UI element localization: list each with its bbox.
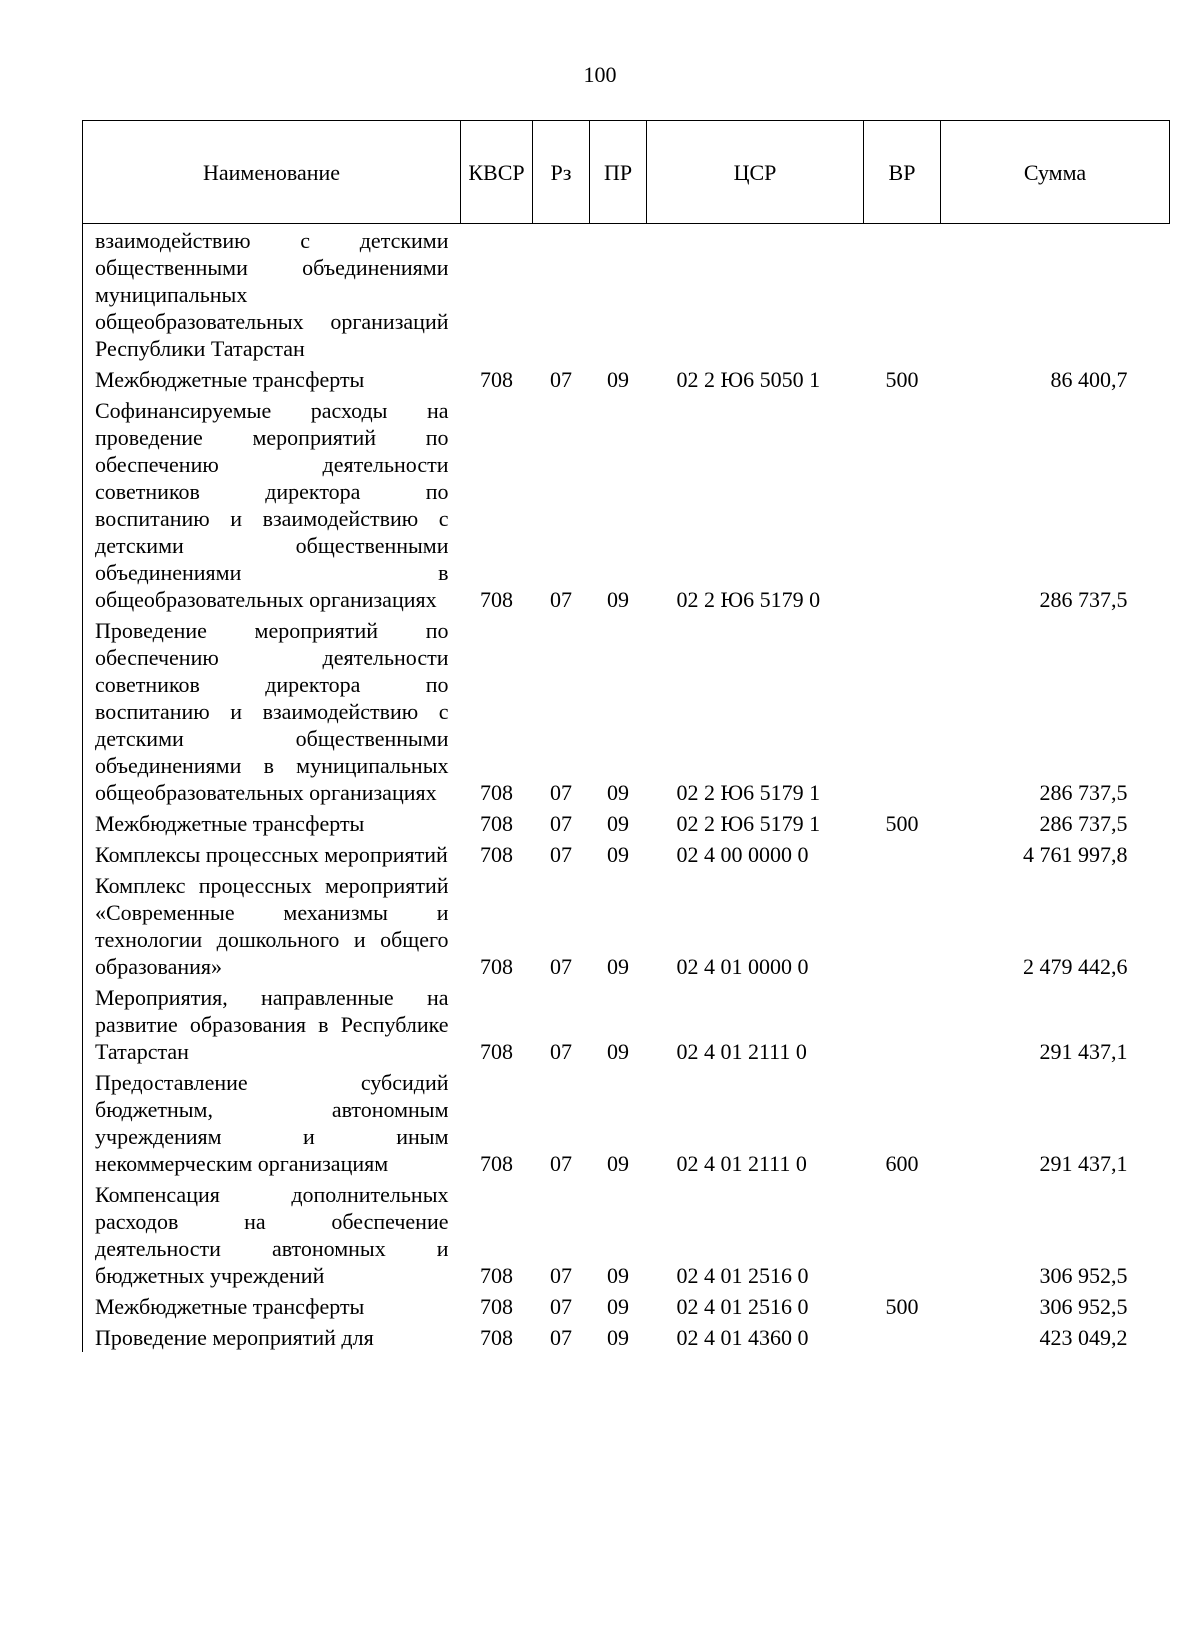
row-pr: 09	[607, 780, 629, 805]
row-vr	[864, 394, 941, 614]
table-row	[83, 869, 1170, 981]
row-rz: 07	[550, 1325, 572, 1350]
row-sum: 4 761 997,8	[1023, 842, 1128, 867]
row-name: Комплексы процессных мероприятий	[83, 838, 461, 869]
header-pr: ПР	[590, 121, 647, 224]
row-rz: 07	[550, 780, 572, 805]
row-name: Комплекс процессных мероприятий «Современные механизмы и технологии дошкольного и общего образования»	[83, 869, 461, 981]
row-kvsr: 708	[480, 780, 513, 805]
row-pr: 09	[607, 587, 629, 612]
row-sum: 2 479 442,6	[1023, 954, 1128, 979]
row-kvsr: 708	[480, 1263, 513, 1288]
row-vr	[864, 1178, 941, 1290]
table-row	[83, 1290, 1170, 1321]
header-csr: ЦСР	[647, 121, 864, 224]
row-name: Межбюджетные трансферты	[83, 1290, 461, 1321]
row-csr: 02 2 Ю6 5179 1	[676, 780, 821, 805]
header-sum: Сумма	[941, 121, 1170, 224]
row-kvsr: 708	[480, 367, 513, 392]
row-csr: 02 2 Ю6 5179 1	[676, 811, 821, 836]
row-csr: 02 4 01 2516 0	[676, 1294, 809, 1319]
row-rz: 07	[550, 842, 572, 867]
row-vr: 500	[885, 811, 919, 836]
page-number: 100	[583, 62, 617, 87]
row-rz: 07	[550, 1294, 572, 1319]
row-sum: 86 400,7	[1050, 367, 1128, 392]
row-vr	[864, 1321, 941, 1352]
table-row	[83, 807, 1170, 838]
row-csr: 02 4 01 4360 0	[676, 1325, 809, 1350]
table-row	[83, 224, 1170, 364]
row-pr: 09	[607, 1039, 629, 1064]
row-pr	[590, 224, 647, 364]
table-body	[83, 224, 1170, 1353]
header-kvsr: КВСР	[461, 121, 533, 224]
table-row	[83, 1321, 1170, 1352]
row-pr: 09	[607, 1151, 629, 1176]
row-vr: 500	[885, 367, 919, 392]
row-kvsr: 708	[480, 1294, 513, 1319]
row-sum	[941, 224, 1170, 364]
row-sum: 286 737,5	[1039, 780, 1128, 805]
table-row	[83, 981, 1170, 1066]
row-rz: 07	[550, 1151, 572, 1176]
row-csr: 02 4 01 2111 0	[676, 1039, 807, 1064]
row-pr: 09	[607, 367, 629, 392]
row-sum: 286 737,5	[1039, 811, 1128, 836]
row-vr	[864, 614, 941, 807]
row-kvsr: 708	[480, 954, 513, 979]
row-name: Компенсация дополнительных расходов на обеспечение деятельности автономных и бюджетных учреждений	[83, 1178, 461, 1290]
row-name: Софинансируемые расходы на проведение мероприятий по обеспечению деятельности советников директора по воспитанию и взаимодействию с детскими общественными объединениями в общеобразовательных организациях	[83, 394, 461, 614]
row-csr: 02 2 Ю6 5179 0	[676, 587, 821, 612]
row-name: Мероприятия, направленные на развитие образования в Республике Татарстан	[83, 981, 461, 1066]
table-row	[83, 1178, 1170, 1290]
row-name: Проведение мероприятий для	[83, 1321, 461, 1352]
row-kvsr: 708	[480, 1151, 513, 1176]
row-pr: 09	[607, 842, 629, 867]
row-rz: 07	[550, 1039, 572, 1064]
row-vr	[864, 224, 941, 364]
row-pr: 09	[607, 1294, 629, 1319]
header-rz: Рз	[533, 121, 590, 224]
row-kvsr: 708	[480, 1039, 513, 1064]
table-row	[83, 394, 1170, 614]
row-kvsr	[461, 224, 533, 364]
header-vr: ВР	[864, 121, 941, 224]
row-csr	[647, 224, 864, 364]
table-row	[83, 614, 1170, 807]
row-name: Предоставление субсидий бюджетным, автономным учреждениям и иным некоммерческим организациям	[83, 1066, 461, 1178]
row-name: Проведение мероприятий по обеспечению деятельности советников директора по воспитанию и взаимодействию с детскими общественными объединениями в муниципальных общеобразовательных организациях	[83, 614, 461, 807]
row-sum: 291 437,1	[1039, 1039, 1128, 1064]
row-vr	[864, 838, 941, 869]
row-csr: 02 4 01 0000 0	[676, 954, 809, 979]
row-rz: 07	[550, 811, 572, 836]
row-name: Межбюджетные трансферты	[83, 363, 461, 394]
row-name: взаимодействию с детскими общественными объединениями муниципальных общеобразовательных организаций Республики Татарстан	[83, 224, 461, 364]
row-rz: 07	[550, 367, 572, 392]
table-row	[83, 1066, 1170, 1178]
table-row	[83, 363, 1170, 394]
row-vr	[864, 869, 941, 981]
row-pr: 09	[607, 1325, 629, 1350]
row-pr: 09	[607, 811, 629, 836]
row-rz: 07	[550, 587, 572, 612]
row-sum: 306 952,5	[1039, 1263, 1128, 1288]
row-sum: 423 049,2	[1039, 1325, 1128, 1350]
row-sum: 306 952,5	[1039, 1294, 1128, 1319]
row-pr: 09	[607, 954, 629, 979]
row-vr	[864, 981, 941, 1066]
row-rz: 07	[550, 954, 572, 979]
row-kvsr: 708	[480, 587, 513, 612]
table-row	[83, 838, 1170, 869]
budget-table	[82, 120, 1170, 1352]
row-pr: 09	[607, 1263, 629, 1288]
row-vr: 600	[885, 1151, 919, 1176]
row-name: Межбюджетные трансферты	[83, 807, 461, 838]
row-sum: 291 437,1	[1039, 1151, 1128, 1176]
row-csr: 02 4 01 2111 0	[676, 1151, 807, 1176]
row-csr: 02 4 01 2516 0	[676, 1263, 809, 1288]
row-csr: 02 2 Ю6 5050 1	[676, 367, 821, 392]
header-name: Наименование	[83, 121, 461, 224]
row-csr: 02 4 00 0000 0	[676, 842, 809, 867]
table-header	[83, 121, 1170, 224]
row-rz	[533, 224, 590, 364]
row-sum: 286 737,5	[1039, 587, 1128, 612]
row-vr: 500	[885, 1294, 919, 1319]
row-rz: 07	[550, 1263, 572, 1288]
row-kvsr: 708	[480, 842, 513, 867]
row-kvsr: 708	[480, 811, 513, 836]
row-kvsr: 708	[480, 1325, 513, 1350]
